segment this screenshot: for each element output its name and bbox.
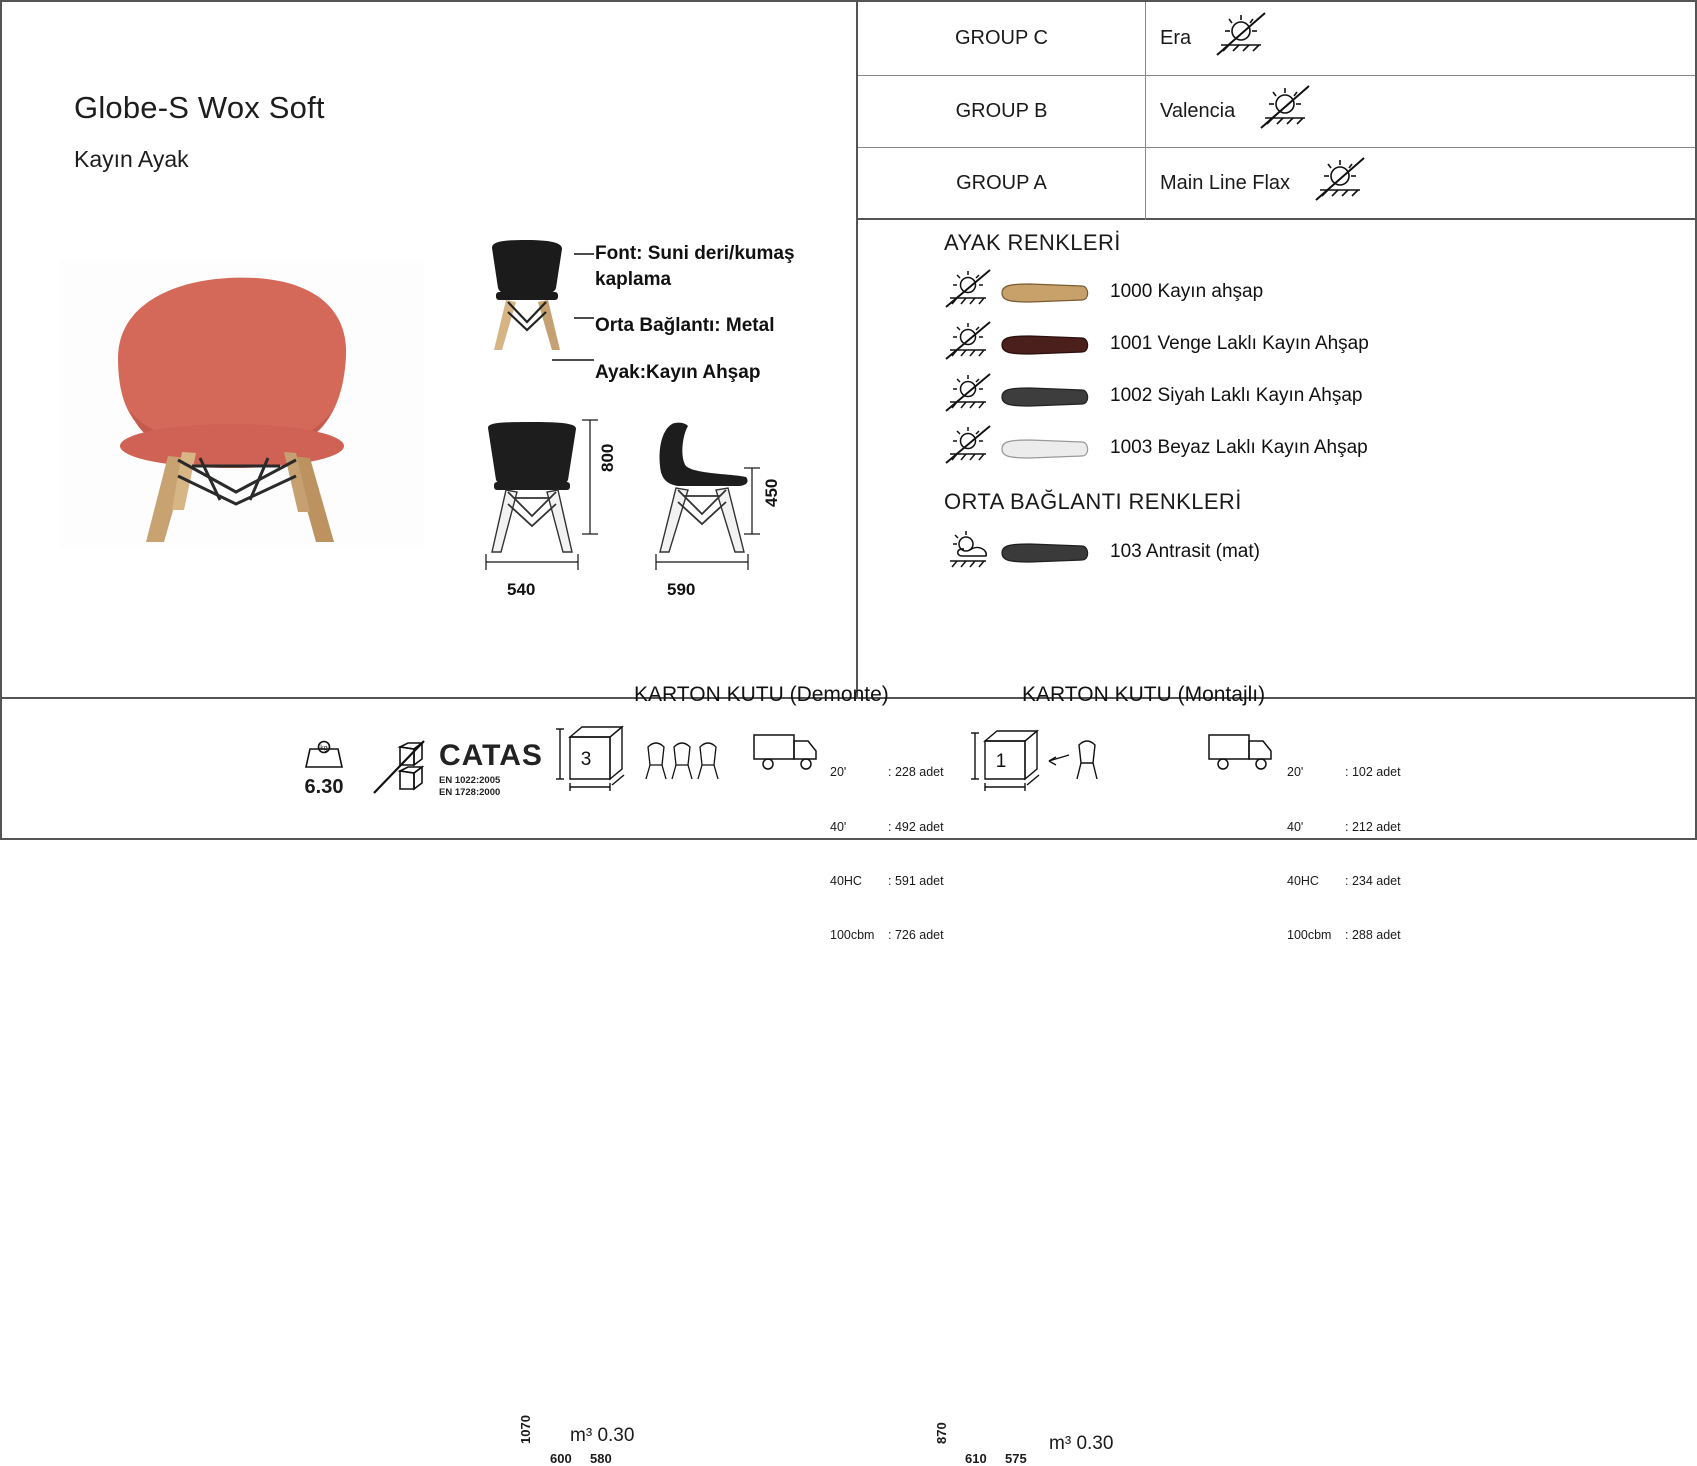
m3-value-montajli: 0.30 [1076,1433,1114,1454]
middle-connection-colors-title: ORTA BAĞLANTI RENKLERİ [944,489,1242,514]
catas-certification [439,739,543,799]
truck-icon [1207,727,1277,775]
table-row [858,147,1695,220]
package-width-demonte: 600 [550,1451,572,1466]
sun-no-fade-icon [1308,158,1372,209]
list-item [940,426,1368,470]
sun-no-fade-icon [1253,86,1317,137]
vertical-dimension-lines [532,416,782,576]
list-item [940,270,1263,314]
callout-label-font: Font: Suni deri/kumaş kaplama [595,243,795,290]
fabric-group-name: GROUP C [858,2,1146,75]
color-swatch [996,333,1092,355]
sun-crossed-icon [940,270,996,315]
package-qty-montajli: 1 [995,751,1007,772]
container-type: 40HC [830,874,862,888]
right-pane [858,2,1695,697]
package-height-montajli: 870 [934,1422,949,1444]
container-value: 492 adet [894,819,944,834]
fabric-group-name: GROUP B [858,76,1146,148]
container-type: 100cbm [1287,928,1332,943]
m3-label-montajli: m³ [1049,1433,1072,1454]
middle-connection-color-label: 103 Antrasit (mat) [1110,541,1260,562]
left-pane [2,2,858,697]
page-title: Globe-S Wox Soft [74,90,325,125]
list-item [940,374,1362,418]
dimension-side-depth: 590 [667,580,696,599]
truck-icon [752,727,822,775]
table-row [858,75,1695,148]
svg-text:kg: kg [320,745,328,752]
container-type: 40' [1287,819,1304,834]
color-swatch [996,281,1092,303]
container-value: 288 adet [1351,928,1401,943]
fabric-group-value [1146,2,1695,75]
dimension-total-height: 800 [598,443,617,472]
container-type: 20' [830,765,847,780]
sun-cloud-icon [940,530,996,575]
color-swatch [996,541,1092,563]
leg-color-label: 1003 Beyaz Laklı Kayın Ahşap [1110,437,1368,458]
fabric-group-value [1146,76,1695,148]
weight-value: 6.30 [304,776,344,798]
sun-crossed-icon [940,374,996,419]
main-content [2,2,1695,697]
color-swatch [996,385,1092,407]
leg-color-label: 1000 Kayın ahşap [1110,281,1264,302]
color-swatch [996,437,1092,459]
container-value: 212 adet [1351,819,1401,834]
container-type: 100cbm [830,928,875,943]
callout-label-leg: Ayak:Kayın Ahşap [595,362,761,383]
fabric-group-value [1146,148,1695,220]
container-value: 234 adet [1351,874,1401,888]
fabric-group-name: GROUP A [858,148,1146,220]
container-type: 40HC [1287,874,1319,888]
fabric-name: Valencia [1160,99,1236,122]
m3-value-demonte: 0.30 [597,1425,635,1446]
container-type: 40' [830,819,847,834]
weight-badge [302,739,346,799]
product-photo [60,260,424,548]
container-capacity-montajli: 20' : 102 adet 40' : 212 adet 40HC : 234 adet 100cbm : 288 adet [1287,727,1401,981]
sun-no-fade-icon [1209,13,1273,64]
package-title-montajli: KARTON KUTU (Montajlı) [1022,683,1266,706]
page-subtitle: Kayın Ayak [74,146,189,172]
catas-norm-2: EN 1728:2000 [439,786,501,798]
callout-label-middle-connection: Orta Bağlantı: Metal [595,315,775,336]
dimension-front-width: 540 [507,580,536,599]
leg-colors-title: AYAK RENKLERİ [944,230,1121,255]
list-item [940,322,1369,366]
leg-color-label: 1002 Siyah Laklı Kayın Ahşap [1110,385,1363,406]
package-depth-demonte: 580 [590,1451,612,1466]
leg-color-label: 1001 Venge Laklı Kayın Ahşap [1110,333,1369,354]
container-type: 20' [1287,765,1304,780]
catas-label: CATAS [439,739,543,772]
no-stacking-icon [370,739,428,797]
bottom-info-strip [2,683,1695,1466]
package-title-demonte: KARTON KUTU (Demonte) [634,683,889,706]
sun-crossed-icon [940,322,996,367]
dimension-seat-height: 450 [762,478,781,507]
list-item [940,530,1260,574]
fabric-name: Era [1160,26,1192,49]
container-value: 726 adet [894,928,944,943]
package-width-montajli: 610 [965,1451,987,1466]
sun-crossed-icon [940,426,996,471]
container-value: 591 adet [894,874,944,888]
container-value: 228 adet [894,765,944,780]
container-value: 102 adet [1351,765,1401,780]
package-depth-montajli: 575 [1005,1451,1027,1466]
package-qty-demonte: 3 [580,749,592,770]
m3-label-demonte: m³ [570,1425,593,1446]
fabric-name: Main Line Flax [1160,172,1291,195]
weight-icon [302,739,346,769]
container-capacity-demonte: 20' : 228 adet 40' : 492 adet 40HC : 591 adet 100cbm : 726 adet [830,727,944,981]
table-row [858,2,1695,75]
fabric-group-table [858,2,1695,220]
package-height-demonte: 1070 [518,1415,533,1444]
catas-norm-1: EN 1022:2005 [439,775,501,786]
